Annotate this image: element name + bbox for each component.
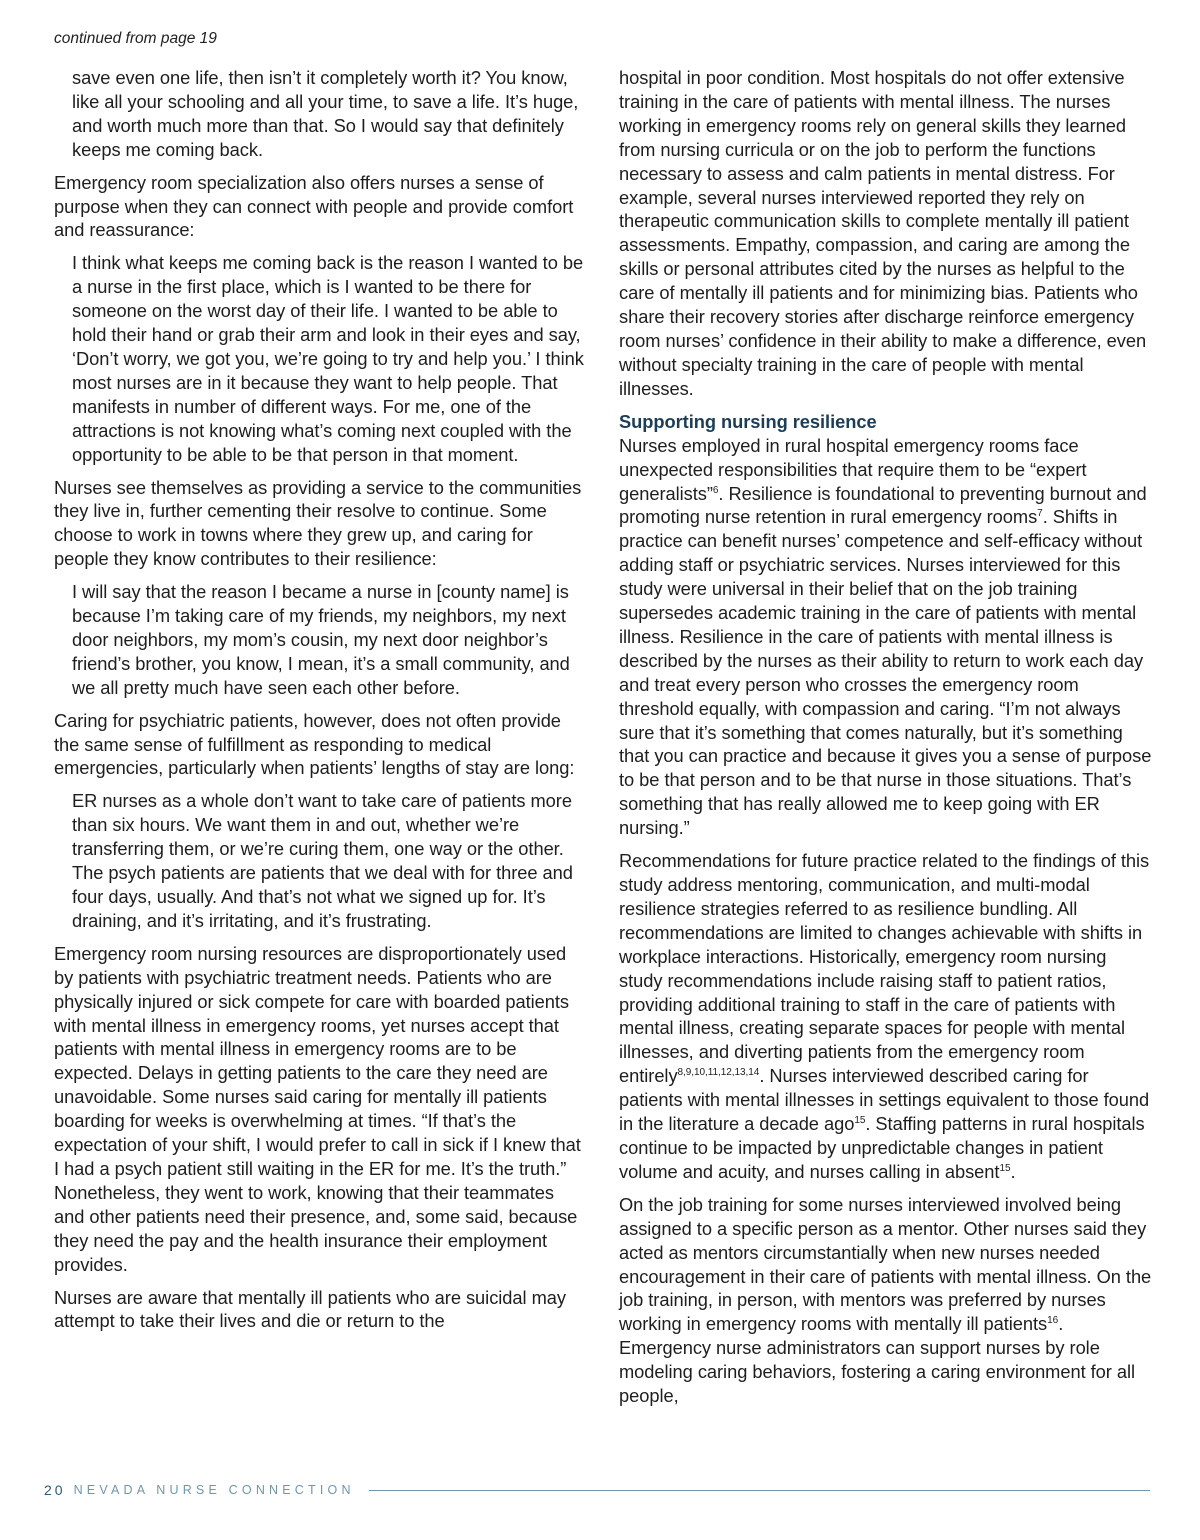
body-paragraph: Emergency room nursing resources are disproportionately used by patients with psychiatric treatment needs. Patients who are physically injured or sick compete for care with boarded patients with mental illness in emergency rooms, yet nurses accept that patients with mental illness in emergency rooms are to be expected. Delays in getting patients to the care they need are unavoidable. Some nurses said caring for mentally ill patients boarding for weeks is overwhelming at times. “If that’s the expectation of your shift, I would prefer to call in sick if I knew that I had a psych patient still waiting in the ER for me. It’s the truth.” Nonetheless, they went to work, knowing that their teammates and other patients need their presence, and, some said, because they need the pay and the health insurance their employment provides. xyxy=(54,942,581,1275)
text-run: . Shifts in practice can benefit nurses’ competence and self-efficacy without adding staff or psychiatric services. Nurses interviewed for this study were universal in their belief that on the job training supersedes academic training in the care of patients with mental illness. Resilience in the care of patients with mental illness is described by the nurses as their ability to return to work each day and treat every person who crosses the emergency room threshold equally, with compassion and caring. “I’m not always sure that it’s something that comes naturally, but it’s something that you can practice and because it gives you a sense of purpose to be that person and to be that nurse in those situations. That’s something that has really allowed me to keep going with ER nursing.” xyxy=(619,506,1152,839)
text-run: . xyxy=(1010,1160,1016,1182)
body-paragraph: Caring for psychiatric patients, however, does not often provide the same sense of fulfillment as responding to medical emergencies, particularly when patients’ lengths of stay are long: xyxy=(54,709,575,779)
text-run: . Staffing patterns in rural hospitals continue to be impacted by unpredictable changes in patient volume and acuity, and nurses calling in absent xyxy=(619,1113,1145,1182)
page-number: 20 xyxy=(44,1482,66,1498)
citation-superscript: 15 xyxy=(854,1114,866,1126)
body-paragraph xyxy=(619,849,1154,1184)
left-column xyxy=(54,66,584,1342)
text-run: On the job training for some nurses interviewed involved being assigned to a specific person as a mentor. Other nurses said they acted as mentors circumstantially when new nurses needed encouragement in their care of patients with mental illness. On the job training, in person, with mentors was preferred by nurses working in emergency rooms with mentally ill patients xyxy=(619,1193,1152,1335)
body-paragraph: Nurses see themselves as providing a service to the communities they live in, further cementing their resolve to continue. Some choose to work in towns where they grew up, and caring for people they know contributes to their resilience: xyxy=(54,476,582,570)
body-paragraph xyxy=(619,434,1154,840)
continued-label: continued from page 19 xyxy=(54,30,217,47)
text-run: Nurses employed in rural hospital emergency rooms face unexpected responsibilities that require them to be “expert generalists” xyxy=(619,434,1087,504)
quote-paragraph: I think what keeps me coming back is the reason I wanted to be a nurse in the first place, which is I wanted to be there for someone on the worst day of their life. I wanted to be able to hold their hand or grab their arm and look in their eyes and say, ‘Don’t worry, we got you, we’re going to try and help you.’ I think most nurses are in it because they want to help people. That manifests in number of different ways. For me, one of the attractions is not knowing what’s coming next coupled with the opportunity to be able to be that person in that moment. xyxy=(72,252,584,465)
text-run: . Nurses interviewed described caring for patients with mental illnesses in settings equivalent to those found in the literature a decade ago xyxy=(619,1065,1150,1135)
right-column xyxy=(619,66,1154,1417)
footer-rule xyxy=(369,1490,1150,1491)
citation-superscript: 15 xyxy=(999,1162,1011,1174)
text-run: . Emergency nurse administrators can support nurses by role modeling caring behaviors, fostering a caring environment for all people, xyxy=(619,1313,1136,1407)
citation-superscript: 8,9,10,11,12,13,14 xyxy=(677,1067,760,1079)
body-paragraph: hospital in poor condition. Most hospitals do not offer extensive training in the care of patients with mental illness. The nurses working in emergency rooms rely on general skills they learned from nursing curricula or on the job to perform the functions necessary to assess and calm patients in mental distress. For example, several nurses interviewed reported they rely on therapeutic communication skills to complete mentally ill patient assessments. Empathy, compassion, and caring are among the skills or personal attributes cited by the nurses as helpful to the care of mentally ill patients and for minimizing bias. Patients who share their recovery stories after discharge reinforce emergency room nurses’ confidence in their ability to make a difference, even without specialty training in the care of people with mental illnesses. xyxy=(619,67,1147,399)
citation-superscript: 7 xyxy=(1037,508,1043,520)
quote-paragraph: ER nurses as a whole don’t want to take care of patients more than six hours. We want them in and out, whether we’re transferring them, or we’re curing them, one way or the other. The psych patients are patients that we deal with for three and four days, usually. And that’s not what we signed up for. It’s draining, and it’s irritating, and it’s frustrating. xyxy=(72,790,573,931)
body-paragraph xyxy=(619,1193,1154,1408)
quote-paragraph: save even one life, then isn’t it completely worth it? You know, like all your schooling and all your time, to save a life. It’s huge, and worth much more than that. So I would say that definitely keeps me coming back. xyxy=(72,67,579,160)
text-run: . Resilience is foundational to preventing burnout and promoting nurse retention in rural emergency rooms xyxy=(619,482,1147,528)
section-heading: Supporting nursing resilience xyxy=(619,410,877,432)
page-footer xyxy=(44,1479,1150,1501)
citation-superscript: 16 xyxy=(1047,1315,1059,1327)
body-paragraph: Nurses are aware that mentally ill patients who are suicidal may attempt to take their lives and die or return to the xyxy=(54,1286,566,1332)
body-paragraph: Emergency room specialization also offers nurses a sense of purpose when they can connect with people and provide comfort and reassurance: xyxy=(54,171,574,241)
text-run: Recommendations for future practice related to the findings of this study address mentoring, communication, and multi-modal resilience strategies referred to as resilience bundling. All recommendations are limited to changes achievable with shifts in workplace interactions. Historically, emergency room nursing study recommendations include raising staff to patient ratios, providing additional training to staff in the care of patients with mental illness, creating separate spaces for people with mental illnesses, and diverting patients from the emergency room entirely xyxy=(619,850,1150,1087)
quote-paragraph: I will say that the reason I became a nurse in [county name] is because I’m taking care of my friends, my neighbors, my next door neighbors, my mom’s cousin, my next door neighbor’s friend’s brother, you know, I mean, it’s a small community, and we all pretty much have seen each other before. xyxy=(72,581,570,698)
citation-superscript: 6 xyxy=(712,484,719,496)
publication-name: NEVADA NURSE CONNECTION xyxy=(73,1483,355,1497)
